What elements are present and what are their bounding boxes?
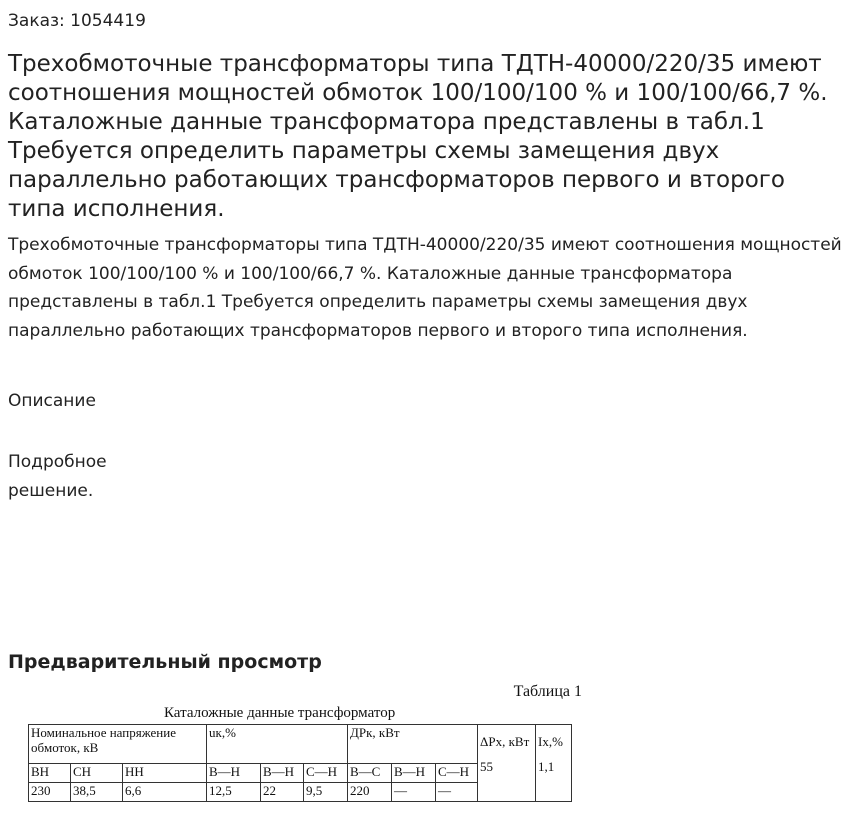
sub-header: В—Н [261, 764, 304, 783]
sub-header: В—Н [392, 764, 436, 783]
table-cell: 220 [348, 783, 392, 802]
sub-header: НН [123, 764, 207, 783]
dpx-value: 55 [480, 759, 493, 774]
sub-header: С—Н [304, 764, 348, 783]
header-ix-label: Iх,% [538, 734, 563, 749]
sub-header: ВН [29, 764, 71, 783]
sub-header: СН [71, 764, 123, 783]
table-cell: — [392, 783, 436, 802]
preview-heading: Предварительный просмотр [8, 651, 322, 673]
table-cell: 12,5 [207, 783, 261, 802]
header-dpx-label: ΔРх, кВт [480, 734, 530, 749]
header-voltage: Номинальное напряжение обмоток, кВ [29, 725, 207, 764]
ix-value: 1,1 [538, 759, 555, 774]
sub-header: С—Н [436, 764, 478, 783]
sub-header: В—С [348, 764, 392, 783]
header-uk: uк,% [207, 725, 348, 764]
preview-image [28, 680, 588, 820]
table-caption: Каталожные данные трансформатор [164, 705, 396, 721]
table-cell: 38,5 [71, 783, 123, 802]
header-ix [536, 725, 572, 802]
table-cell: 9,5 [304, 783, 348, 802]
task-title: Трехобмоточные трансформаторы типа ТДТН-40000/220/35 имеют соотношения мощностей обмоток 100/100/100 % и 100/100/66,7 %. Каталожные данные трансформатора представлены в табл.1 Требуется определить параметры схемы замещения двух параллельно работающих трансформаторов первого и второго типа исполнения. [8, 51, 828, 222]
table-cell: 230 [29, 783, 71, 802]
table-number: Таблица 1 [513, 683, 582, 700]
table-cell: 22 [261, 783, 304, 802]
description-label: Описание [8, 391, 96, 411]
task-description: Трехобмоточные трансформаторы типа ТДТН-40000/220/35 имеют соотношения мощностей обмоток 100/100/100 % и 100/100/66,7 %. Каталожные данные трансформатора представлены в табл.1 Требуется определить параметры схемы замещения двух параллельно работающих трансформаторов первого и второго типа исполнения. [8, 235, 842, 341]
order-number: Заказ: 1054419 [8, 11, 146, 31]
catalog-table [28, 724, 572, 802]
header-dpx [478, 725, 536, 802]
table-cell: — [436, 783, 478, 802]
sub-header: В—Н [207, 764, 261, 783]
detailed-solution-label: Подробное решение. [8, 452, 107, 501]
header-dpk: ДРк, кВт [348, 725, 478, 764]
table-cell: 6,6 [123, 783, 207, 802]
